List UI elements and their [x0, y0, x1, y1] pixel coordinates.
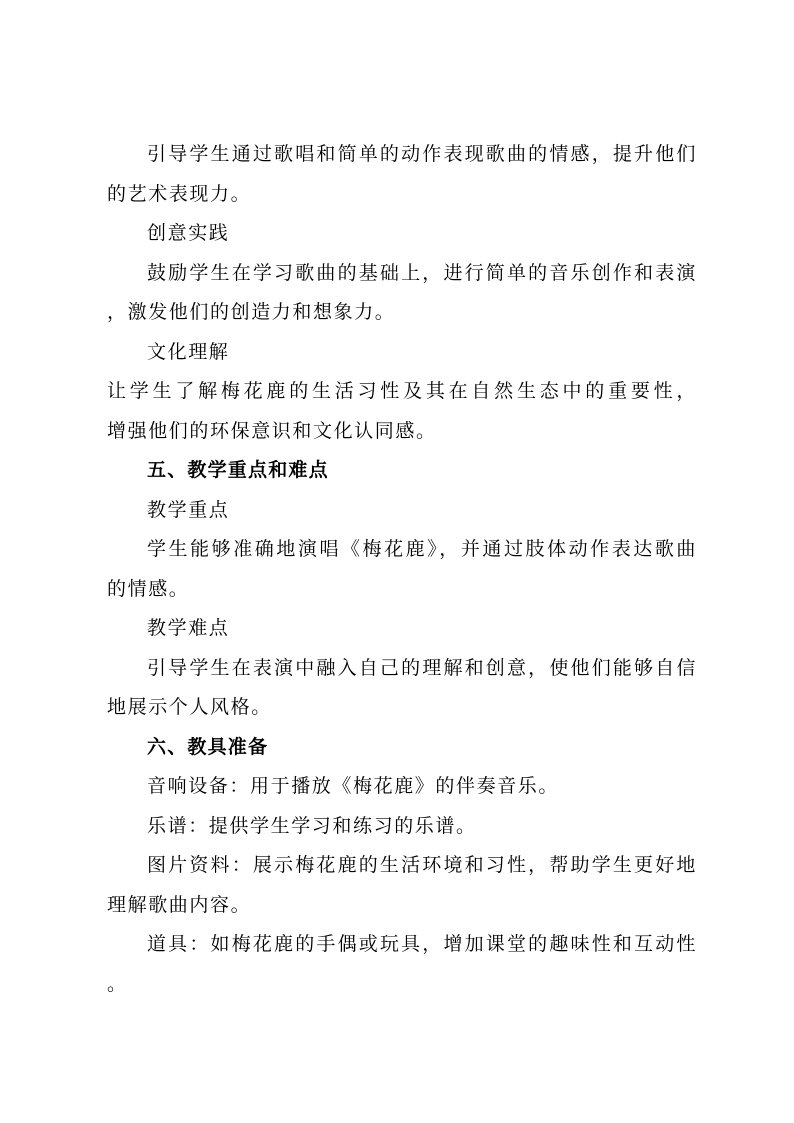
section-heading-teaching-aids: 六、教具准备 — [147, 735, 269, 758]
subheading-teaching-difficulty: 教学难点 — [147, 617, 230, 639]
subheading-creative-practice: 创意实践 — [147, 222, 230, 244]
paragraph-line: ，激发他们的创造力和想象力。 — [107, 301, 396, 323]
list-item-audio-equipment: 音响设备：用于播放《梅花鹿》的伴奏音乐。 — [147, 775, 560, 797]
list-item-picture-materials: 图片资料：展示梅花鹿的生活环境和习性，帮助学生更好地 — [147, 854, 697, 876]
paragraph-line: 增强他们的环保意识和文化认同感。 — [107, 419, 437, 442]
subheading-cultural-understanding: 文化理解 — [147, 340, 230, 363]
paragraph-line: 理解歌曲内容。 — [107, 893, 252, 916]
paragraph-line: 鼓励学生在学习歌曲的基础上，进行简单的音乐创作和表演 — [147, 261, 697, 284]
paragraph-line: 的情感。 — [107, 577, 190, 600]
paragraph-line: 引导学生在表演中融入自己的理解和创意，使他们能够自信 — [147, 656, 697, 679]
section-heading-key-points: 五、教学重点和难点 — [147, 459, 329, 481]
paragraph-line: 让学生了解梅花鹿的生活习性及其在自然生态中的重要性， — [107, 380, 697, 402]
paragraph-line: 地展示个人风格。 — [107, 696, 272, 718]
paragraph-line: 。 — [107, 972, 128, 995]
subheading-teaching-focus: 教学重点 — [147, 498, 230, 521]
paragraph-line: 的艺术表现力。 — [107, 182, 252, 205]
paragraph-line: 学生能够准确地演唱《梅花鹿》，并通过肢体动作表达歌曲 — [147, 538, 697, 560]
list-item-sheet-music: 乐谱：提供学生学习和练习的乐谱。 — [147, 814, 477, 837]
paragraph-line: 引导学生通过歌唱和简单的动作表现歌曲的情感，提升他们 — [147, 143, 697, 165]
list-item-props: 道具：如梅花鹿的手偶或玩具，增加课堂的趣味性和互动性 — [147, 933, 697, 955]
document-body — [107, 135, 697, 1004]
